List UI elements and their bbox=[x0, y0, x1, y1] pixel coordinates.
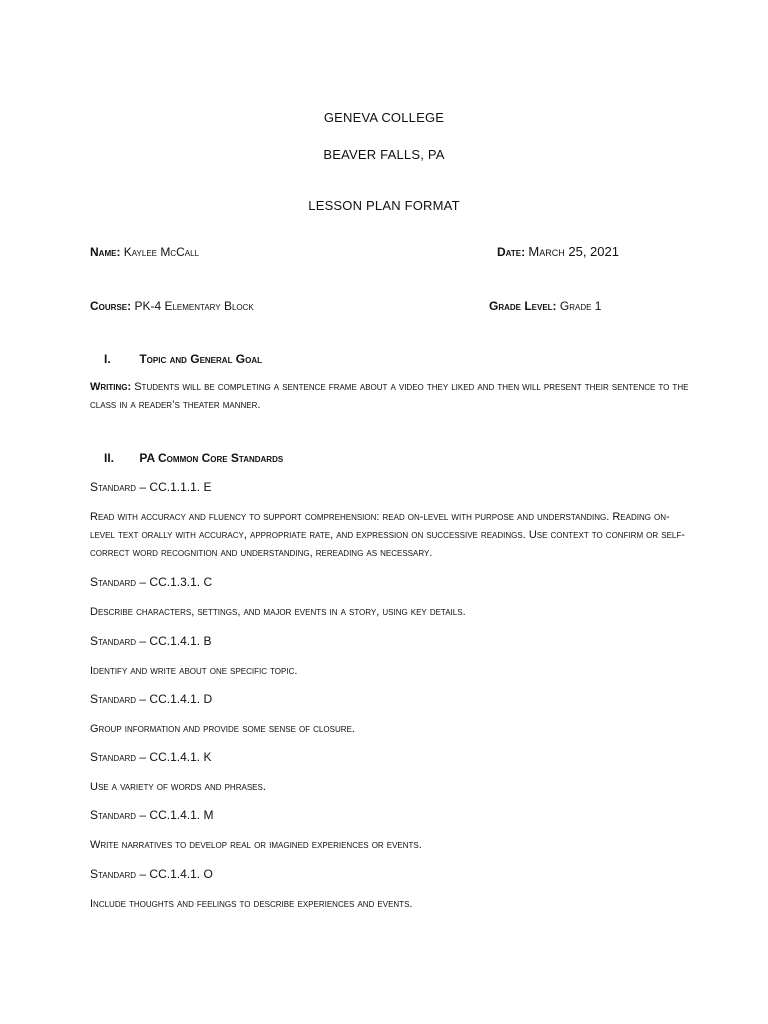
section-2-title: PA Common Core Standards bbox=[139, 451, 284, 465]
standard-description: Use a variety of words and phrases. bbox=[90, 781, 266, 793]
course-value: PK-4 Elementary Block bbox=[134, 299, 254, 313]
standard-description: Identify and write about one specific topic. bbox=[90, 665, 298, 677]
standard-description: Read with accuracy and fluency to support comprehension: read on-level with purpose and understanding. Reading on-level text orally with accuracy, appropriate rate, and expression on successive readings. Use context to confirm or self-correct word recognition and understanding, rereading as necessary. bbox=[90, 511, 685, 559]
standard-label: Standard – CC.1.1.1. E bbox=[90, 480, 212, 494]
standard-label: Standard – CC.1.4.1. K bbox=[90, 750, 212, 764]
standard-label: Standard – CC.1.3.1. C bbox=[90, 575, 213, 589]
standard-label: Standard – CC.1.4.1. M bbox=[90, 808, 214, 822]
standard-label: Standard – CC.1.4.1. B bbox=[90, 634, 212, 648]
grade-value: Grade 1 bbox=[559, 299, 602, 313]
name-label: Name: bbox=[90, 245, 121, 259]
standard-description: Group information and provide some sense of closure. bbox=[90, 723, 355, 735]
grade-label: Grade Level: bbox=[489, 299, 557, 313]
section-1-heading bbox=[104, 352, 262, 366]
grade-field bbox=[489, 299, 601, 313]
section-1-para-label: Writing: bbox=[90, 381, 132, 393]
document-title: LESSON PLAN FORMAT bbox=[308, 198, 460, 213]
standard-description: Write narratives to develop real or imagined experiences or events. bbox=[90, 839, 422, 851]
course-label: Course: bbox=[90, 299, 132, 313]
section-1-title: Topic and General Goal bbox=[139, 352, 263, 366]
standard-description: Include thoughts and feelings to describe experiences and events. bbox=[90, 898, 413, 910]
date-label: Date: bbox=[497, 245, 526, 259]
name-value: Kaylee McCall bbox=[123, 245, 200, 259]
section-1-para-text: Students will be completing a sentence frame about a video they liked and then will present their sentence to the class in a reader’s theater manner. bbox=[90, 381, 689, 411]
date-value: March 25, 2021 bbox=[528, 244, 619, 259]
section-2-heading bbox=[104, 451, 283, 465]
section-1-paragraph bbox=[90, 378, 690, 414]
date-field bbox=[497, 244, 619, 259]
section-2-number: II. bbox=[104, 451, 115, 465]
college-name: GENEVA COLLEGE bbox=[323, 110, 445, 125]
standard-label: Standard – CC.1.4.1. O bbox=[90, 867, 213, 881]
standard-label: Standard – CC.1.4.1. D bbox=[90, 692, 213, 706]
section-1-number: I. bbox=[104, 352, 111, 366]
standard-description: Describe characters, settings, and major events in a story, using key details. bbox=[90, 606, 466, 618]
college-location: BEAVER FALLS, PA bbox=[323, 147, 445, 162]
